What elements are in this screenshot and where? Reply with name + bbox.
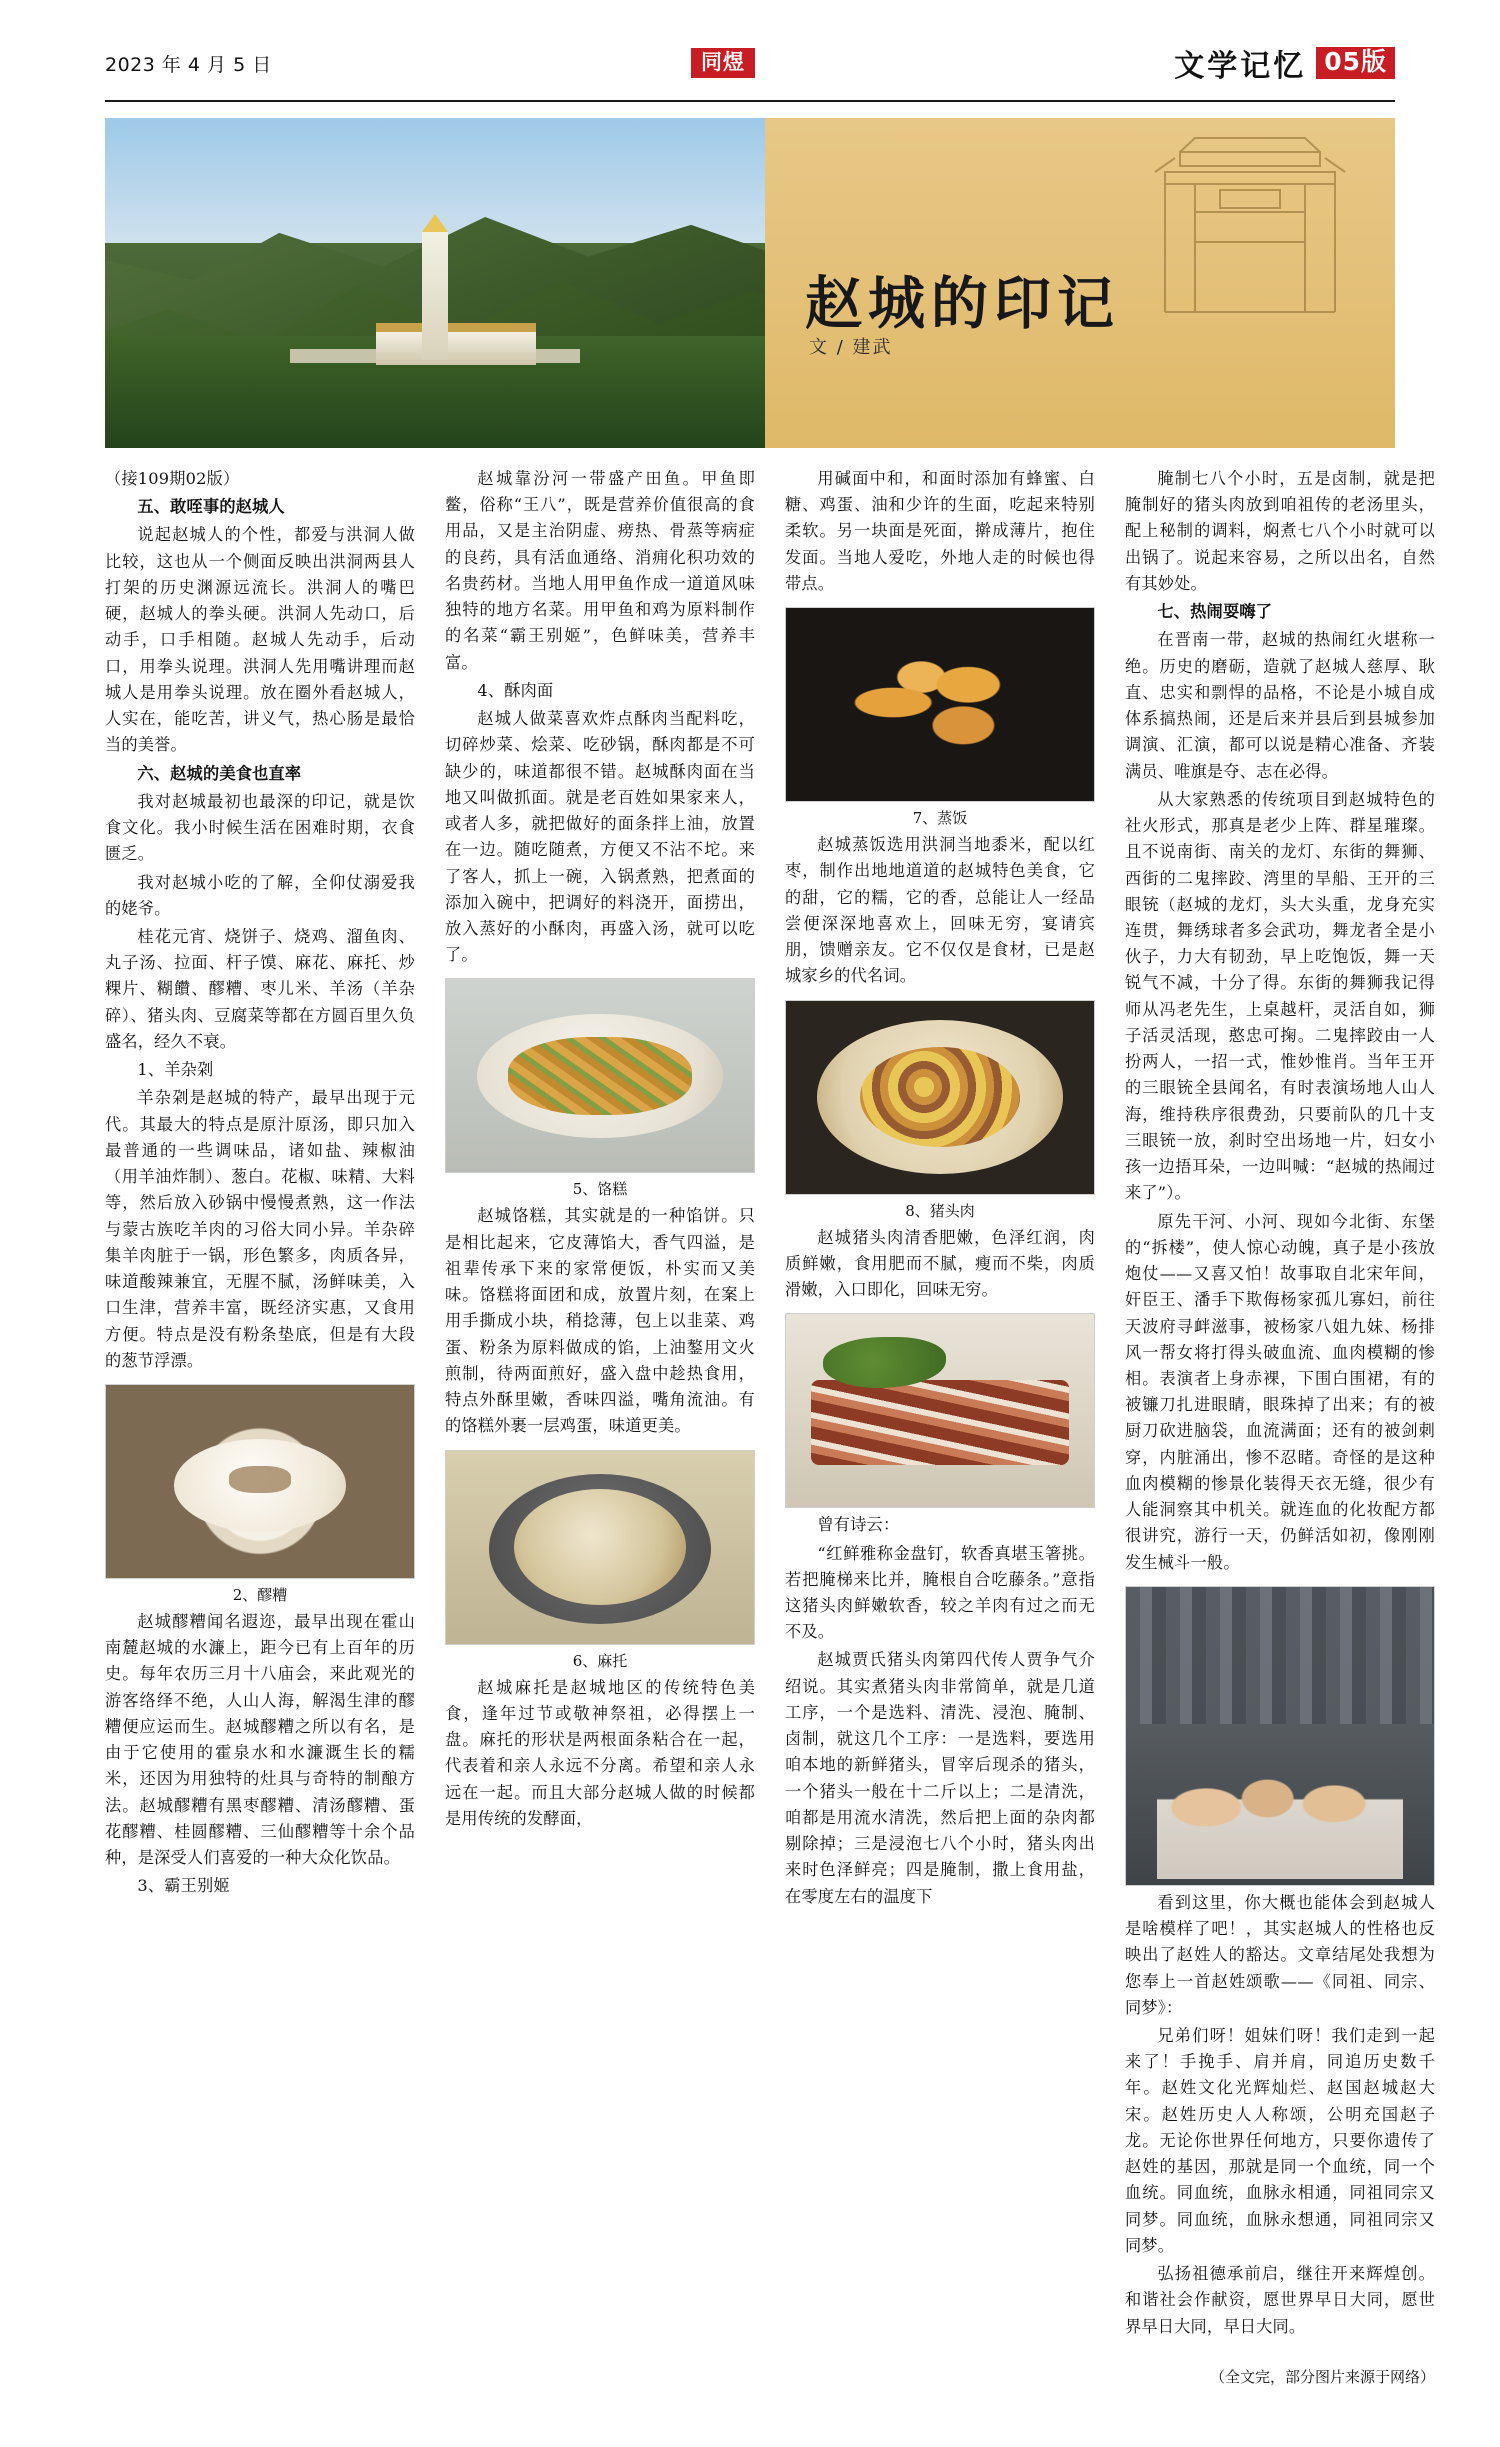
paragraph: 赵城人做菜喜欢炸点酥肉当配料吃，切碎炒菜、烩菜、吃砂锅，酥肉都是不可缺少的，味道都很不错。赵城酥肉面在当地又叫做抓面。就是老百姓如果家来人，或者人多，就把做好的面条拌上油，放置在一边。随吃随煮，方便又不沾不坨。来了客人，抓上一碗，入锅煮熟，把煮面的添加入碗中，把调好的料浇开，面捞出，放入蒸好的小酥肉，再盛入汤，就可以吃了。 xyxy=(445,709,755,965)
paragraph: 赵城醪糟闻名遐迩，最早出现在霍山南麓赵城的水濂上，距今已有上百年的历史。每年农历三月十八庙会，来此观光的游客络绎不绝，人山人海，解渴生津的醪糟便应运而生。赵城醪糟之所以有名，是由于它使用的霍泉水和水濂溉生长的糯米，还因为用独特的灶具与奇特的制酿方法。赵城醪糟有黑枣醪糟、清汤醪糟、蛋花醪糟、桂圆醪糟、三仙醪糟等十余个品种，是深受人们喜爱的一种大众化饮品。 xyxy=(105,1611,415,1868)
figure-steamed-rice xyxy=(785,1000,1095,1221)
publication-date: 2023 年 4 月 5 日 xyxy=(105,53,272,76)
figure-pig-head xyxy=(785,1313,1095,1508)
pagoda-tower xyxy=(422,230,448,360)
figure-caption: 7、蒸饭 xyxy=(912,809,968,828)
paragraph: 我对赵城小吃的了解，全仰仗溺爱我的姥爷。 xyxy=(105,872,415,918)
paragraph: 羊杂刴是赵城的特产，最早出现于元代。其最大的特点是原汁原汤，即只加入最普通的一些调味品，诸如盐、辣椒油（用羊油炸制）、葱白。花椒、味精、大料等，然后放入砂锅中慢慢煮熟，这一作法与蒙古族吃羊肉的习俗大同小异。羊杂碎集羊肉脏于一锅，形色繁多，肉质各异，味道酸辣兼宜，无腥不腻，汤鲜味美，入口生津，营养丰富，既经济实惠，又食用方便。特点是没有粉条垫底，但是有大段的葱节浮漂。 xyxy=(105,1088,415,1370)
figure-shehuo-parade xyxy=(1125,1586,1435,1886)
paragraph: 看到这里，你大概也能体会到赵城人是啥模样了吧！，其实赵城人的性格也反映出了赵姓人的豁达。文章结尾处我想为您奉上一首赵姓颂歌——《同祖、同宗、同梦》： xyxy=(1125,1892,1435,2017)
temple-hall xyxy=(376,323,536,365)
memorial-archway-illustration xyxy=(1135,132,1365,322)
paragraph: 赵城麻托是赵城地区的传统特色美食，逢年过节或敬神祭祖，必得摆上一盘。麻托的形状是两根面条粘合在一起，代表着和亲人永远不分离。希望和亲人永远在一起。而且大部分赵城人做的时候都是用传统的发酵面， xyxy=(445,1677,755,1828)
section-title: 文学记忆 xyxy=(1174,49,1307,84)
end-note: （全文完，部分图片来源于网络） xyxy=(1209,2367,1435,2386)
paragraph: 赵城靠汾河一带盛产田鱼。甲鱼即鳖，俗称“王八”，既是营养价值很高的食用品，又是主治阴虚、痨热、骨蒸等病症的良药，具有活血通络、消痈化积功效的名贵药材。当地人用甲鱼作成一道道风味独特的地方名菜。用甲鱼和鸡为原料制作的名菜“霸王别姬”，色鲜味美，营养丰富。 xyxy=(445,469,755,672)
poem-intro: 曾有诗云： xyxy=(817,1515,900,1535)
paragraph: 赵城饹糕，其实就是的一种馅饼。只是相比起来，它皮薄馅大，香气四溢，是祖辈传承下来的家常便饭，朴实而又美味。饹糕将面团和成，放置片刻，在案上用手撕成小块，稍捻薄，包上以韭菜、鸡蛋、粉条为原料做成的馅，上油鏊用文火煎制，待两面煎好，盛入盘中趁热食用，特点外酥里嫩，香味四溢，嘴角流油。有的饹糕外裹一层鸡蛋，味道更美。 xyxy=(445,1206,755,1436)
paragraph: 原先干河、小河、现如今北街、东堡的“拆楼”，使人惊心动魄，真子是小孩放炮仗——又喜又怕！故事取自北宋年间，奸臣王、潘手下欺侮杨家孤儿寡妇，前往天波府寻衅滋事，被杨家八姐九妹、杨排风一帮女将打得头破血流、血肉模糊的惨相。表演者上身赤裸，下围白围裙，有的被镰刀扎进眼睛，眼珠掉了出来；有的被厨刀砍进脑袋，血流满面；还有的被剑刺穿，内脏涌出，惨不忍睹。奇怪的是这种血肉模糊的惨景化装得天衣无缝，很少有人能洞察其中机关。就连血的化妆配方都很讲究，游行一天，仍鲜活如初，像刚刚发生械斗一般。 xyxy=(1125,1211,1435,1572)
paragraph: 用碱面中和，和面时添加有蜂蜜、白糖、鸡蛋、油和少许的生面，吃起来特别柔软。另一块面是死面，擀成薄片，抱住发面。当地人爱吃，外地人走的时候也得带点。 xyxy=(785,469,1095,593)
paragraph: 赵城猪头肉清香肥嫩，色泽红润，肉质鲜嫩，食用肥而不腻，瘦而不柴，肉质滑嫩，入口即化，回味无穷。 xyxy=(785,1227,1095,1300)
suorou-fried-pork-photo xyxy=(445,978,755,1173)
heading-7: 七、热闹耍嗨了 xyxy=(1157,602,1273,622)
column-3 xyxy=(785,466,1095,1912)
subheading-4: 4、酥肉面 xyxy=(477,680,554,700)
article-columns xyxy=(105,466,1435,2387)
masthead xyxy=(105,0,1395,96)
paragraph: 我对赵城最初也最深的印记，就是饮食文化。我小时候生活在困难时期，衣食匮乏。 xyxy=(105,791,415,864)
masthead-divider xyxy=(105,100,1395,102)
paragraph: 桂花元宵、烧饼子、烧鸡、溜鱼肉、丸子汤、拉面、杆子馍、麻花、麻托、炒粿片、糊饡、醪糟、枣儿米、羊汤（羊杂碎）、猪头肉、豆腐菜等都在方圆百里久负盛名，经久不衰。 xyxy=(105,926,415,1051)
hero-title-panel xyxy=(765,118,1395,448)
column-4 xyxy=(1125,466,1435,2387)
paragraph: 从大家熟悉的传统项目到赵城特色的社火形式，那真是老少上阵、群星璀璨。且不说南街、南关的龙灯、东街的舞狮、西街的二鬼摔跤、湾里的旱船、王开的三眼铳（赵城的龙灯，头大头重，龙身充实连贯，舞绣球者多会武功，舞龙者全是小伙子，力大有韧劲，早上吃饱饭，舞一天锐气不减，十分了得。东街的舞狮我记得师从冯老先生，上桌越杆，灵活自如，狮子活灵活现，憨忠可掬。二鬼摔跤由一人扮两人，一招一式，惟妙惟肖。当年王开的三眼铳全县闻名，有时表演场地人山人海，维持秩序很费劲，只要前队的几十支三眼铳一放，刹时空出场地一片，妇女小孩一边捂耳朵，一边叫喊：“赵城的热闹过来了”）。 xyxy=(1125,789,1435,1203)
subheading-1: 1、羊杂刴 xyxy=(137,1060,214,1080)
figure-caption: 5、饹糕 xyxy=(572,1180,628,1199)
page-number-badge: 05版 xyxy=(1316,47,1395,78)
poem-text: “红鲜雅称金盘钉，软香真堪玉箸挑。若把腌梯来比并，腌根自合吃藤条。”意指这猪头肉鲜嫩软香，较之羊肉有过之而无不及。 xyxy=(785,1543,1095,1642)
continued-note: （接109期02版） xyxy=(105,469,240,488)
article-title: 赵城的印记 xyxy=(805,270,1120,337)
figure-suorou xyxy=(445,978,755,1199)
masthead-logo xyxy=(691,48,755,78)
steamed-rice-jujube-photo xyxy=(785,1000,1095,1195)
legao-cake-bowl-photo xyxy=(445,1450,755,1645)
newspaper-logo-badge: 同煜 xyxy=(691,48,755,78)
heading-5: 五、敢咥事的赵城人 xyxy=(137,497,285,517)
figure-legao xyxy=(445,1450,755,1671)
column-2 xyxy=(445,466,755,1834)
figure-laozao xyxy=(105,1384,415,1605)
paragraph: 赵城贾氏猪头肉第四代传人贾争气介绍说。其实煮猪头肉非常简单，就是几道工序，一个是选料、清洗、浸泡、腌制、卤制，就这几个工序：一是选料，要选用咱本地的新鲜猪头，冒宰后现杀的猪头，一个猪头一般在十二斤以上；二是清洗，咱都是用流水清洗，然后把上面的杂肉都剔除掉；三是浸泡七八个小时，猪头肉出来时色泽鲜亮；四是腌制，撒上食用盐，在零度左右的温度下 xyxy=(785,1650,1095,1906)
heading-6: 六、赵城的美食也直率 xyxy=(137,763,302,783)
paragraph: 赵城蒸饭选用洪洞当地黍米，配以红枣，制作出地地道道的赵城特色美食，它的甜，它的糯，它的香，总能让人一经品尝便深深地喜欢上，回味无穷，宴请宾朋，馈赠亲友。它不仅仅是食材，已是赵城家乡的代名词。 xyxy=(785,835,1095,986)
paragraph: 说起赵城人的个性，都爱与洪洞人做比较，这也从一个侧面反映出洪洞两县人打架的历史渊源远流长。洪洞人的嘴巴硬，赵城人的拳头硬。洪洞人先动口，后动手，口手相随。赵城人先动手，后动口，用拳头说理。洪洞人先用嘴讲理而赵城人是用拳头说理。放在圈外看赵城人，人实在，能吃苦，讲义气，热心肠是最恰当的美誉。 xyxy=(105,525,415,755)
figure-mato xyxy=(785,607,1095,828)
aerial-temple-mountain-photo xyxy=(105,118,765,448)
paragraph: 在晋南一带，赵城的热闹红火堪称一绝。历史的磨砺，造就了赵城人慈厚、耿直、忠实和剽悍的品格，不论是小城自成体系搞热闹，还是后来并县后到县城参加调演、汇演，都可以说是精心准备、齐装满员、唯旗是夺、志在必得。 xyxy=(1125,630,1435,781)
paragraph: 兄弟们呀！姐妹们呀！我们走到一起来了！手挽手、肩并肩，同追历史数千年。赵姓文化光辉灿烂、赵国赵城赵大宋。赵姓历史人人称颂，公明充国赵子龙。无论你世界任何地方，只要你遗传了赵姓的基因，那就是同一个血统，同一个血统。同血统，血脉永相通，同祖同宗又同梦。同血统，血脉永想通，同祖同宗又同梦。 xyxy=(1125,2026,1435,2255)
figure-caption: 8、猪头肉 xyxy=(905,1201,975,1220)
shehuo-parade-performers-photo xyxy=(1125,1586,1435,1886)
masthead-section xyxy=(1174,41,1395,85)
article-byline: 文 / 建武 xyxy=(809,337,893,358)
hero-banner xyxy=(105,118,1395,448)
figure-caption: 2、醪糟 xyxy=(232,1585,288,1604)
column-1 xyxy=(105,466,415,1902)
laozao-soup-photo xyxy=(105,1384,415,1579)
paragraph: 腌制七八个小时，五是卤制，就是把腌制好的猪头肉放到咱祖传的老汤里头，配上秘制的调料，焖煮七八个小时就可以出锅了。说起来容易，之所以出名，自然有其妙处。 xyxy=(1125,469,1435,593)
mato-pastry-photo xyxy=(785,607,1095,802)
subheading-3: 3、霸王别姬 xyxy=(137,1876,230,1896)
pig-head-meat-photo xyxy=(785,1313,1095,1508)
paragraph: 弘扬祖德承前启，继往开来辉煌创。和谐社会作献资，愿世界早日大同，愿世界早日大同，早日大同。 xyxy=(1125,2264,1435,2336)
figure-caption: 6、麻托 xyxy=(572,1651,628,1670)
